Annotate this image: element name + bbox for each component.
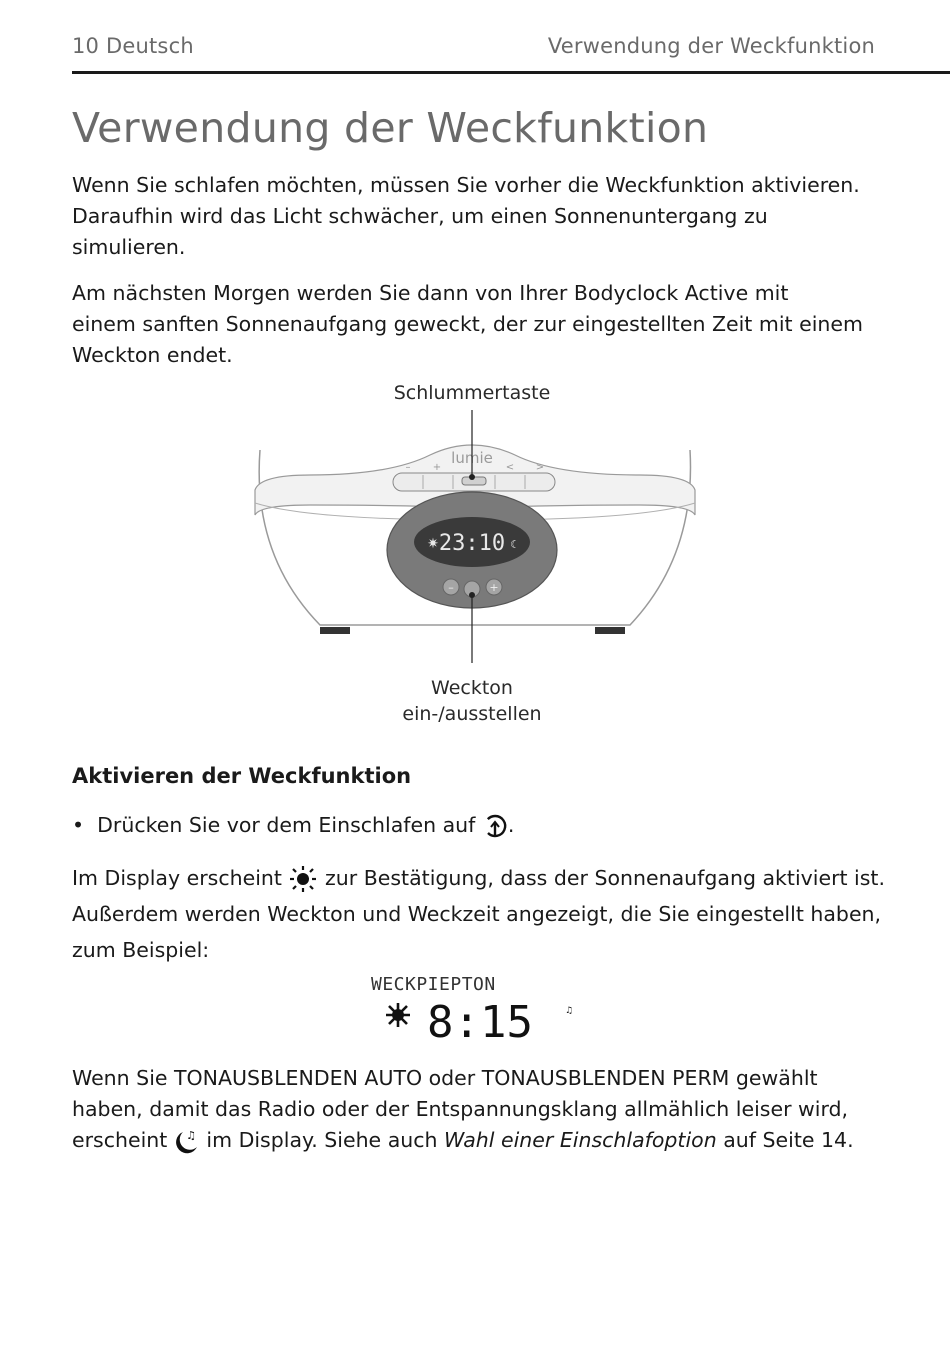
intro-paragraph-1 bbox=[72, 170, 892, 263]
fade-text: auf Seite 14. bbox=[723, 1128, 854, 1152]
lcd-sun-icon: ✷ bbox=[427, 536, 439, 552]
svg-text:♫: ♫ bbox=[185, 1129, 196, 1142]
top-key-label: < bbox=[505, 462, 515, 473]
lcd-moon-icon: ☾ bbox=[510, 538, 520, 551]
front-key-label: + bbox=[489, 581, 499, 594]
intro-line: Wenn Sie schlafen möchten, müssen Sie vorher die Weckfunktion aktivieren. bbox=[72, 173, 860, 197]
bullet-text-end: . bbox=[507, 813, 515, 837]
intro-line: simulieren. bbox=[72, 235, 186, 259]
fade-text: im Display. Siehe auch bbox=[206, 1128, 438, 1152]
moon-note-icon bbox=[174, 1127, 200, 1155]
front-key-label: – bbox=[448, 581, 454, 594]
alarm-toggle-caption bbox=[372, 675, 572, 727]
confirm-line: zum Beispiel: bbox=[72, 938, 210, 962]
header-rule bbox=[72, 71, 950, 74]
section-heading: Aktivieren der Weckfunktion bbox=[72, 764, 412, 788]
fade-line: Wenn Sie TONAUSBLENDEN AUTO oder TONAUSBLENDEN PERM gewählt bbox=[72, 1066, 818, 1090]
caption-line: Weckton bbox=[431, 677, 513, 699]
svg-text:♫: ♫ bbox=[564, 1006, 574, 1016]
bullet-text: Drücken Sie vor dem Einschlafen auf bbox=[97, 813, 476, 837]
fade-line bbox=[72, 1125, 932, 1156]
sun-icon bbox=[288, 864, 318, 894]
snooze-caption: Schlummertaste bbox=[393, 382, 551, 404]
intro-line: Weckton endet. bbox=[72, 343, 233, 367]
display-example bbox=[380, 995, 580, 1045]
page-number-label: 10 Deutsch bbox=[72, 34, 194, 58]
intro-line: Am nächsten Morgen werden Sie dann von Ihrer Bodyclock Active mit bbox=[72, 281, 789, 305]
device-illustration bbox=[250, 405, 700, 665]
intro-paragraph-2 bbox=[72, 278, 892, 371]
intro-line: Daraufhin wird das Licht schwächer, um einen Sonnenuntergang zu bbox=[72, 204, 768, 228]
confirm-line: Außerdem werden Weckton und Weckzeit angezeigt, die Sie eingestellt haben, bbox=[72, 902, 882, 926]
fade-paragraph bbox=[72, 1063, 932, 1156]
confirm-paragraph bbox=[72, 860, 932, 968]
confirm-line bbox=[72, 860, 932, 896]
page-title: Verwendung der Weckfunktion bbox=[72, 104, 709, 152]
top-key-label: – bbox=[405, 462, 411, 473]
top-key-label: + bbox=[432, 462, 442, 473]
cross-reference-link[interactable]: Wahl einer Einschlafoption bbox=[444, 1128, 717, 1152]
fade-line: haben, damit das Radio oder der Entspannungsklang allmählich leiser wird, bbox=[72, 1097, 849, 1121]
device-foot bbox=[595, 627, 625, 634]
brand-logo: lumie bbox=[451, 449, 493, 467]
bullet-dot: • bbox=[72, 813, 98, 837]
bullet-item bbox=[72, 810, 892, 841]
section-header-label: Verwendung der Weckfunktion bbox=[547, 34, 875, 58]
top-key-label: > bbox=[535, 462, 545, 473]
confirm-text: Im Display erscheint bbox=[72, 866, 282, 890]
device-foot bbox=[320, 627, 350, 634]
display-example-label: WECKPIEPTON bbox=[371, 974, 496, 995]
power-alarm-icon bbox=[482, 813, 508, 839]
confirm-text: zur Bestätigung, dass der Sonnenaufgang aktiviert ist. bbox=[325, 866, 885, 890]
intro-line: einem sanften Sonnenaufgang geweckt, der zur eingestellten Zeit mit einem bbox=[72, 312, 863, 336]
caption-line: ein-/ausstellen bbox=[402, 703, 542, 725]
display-example-time: 8:15 bbox=[427, 997, 533, 1045]
lcd-time: 23:10 bbox=[438, 531, 506, 556]
fade-text: erscheint bbox=[72, 1128, 168, 1152]
